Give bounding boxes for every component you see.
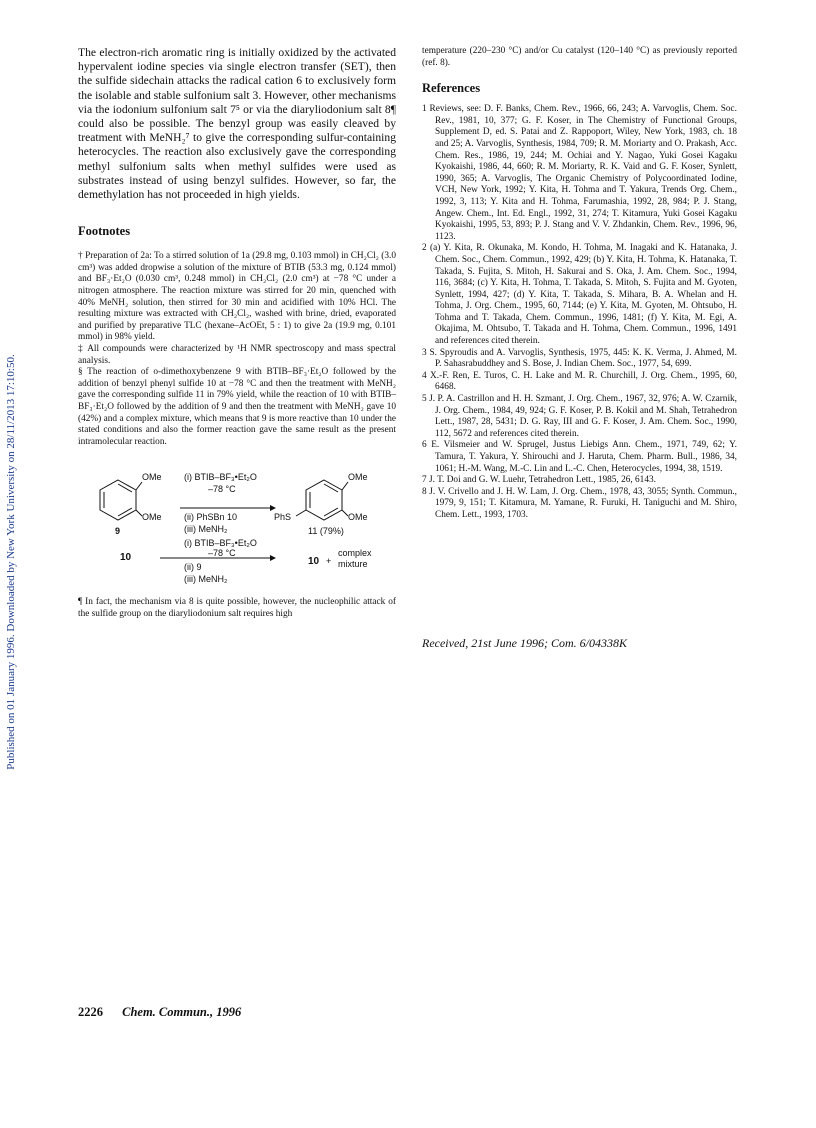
footnote-3: § The reaction of o-dimethoxybenzene 9 with BTIB–BF₃·Et₂O followed by the addition of benzyl phenyl sulfide 10 at −78 °C and then the treatment with MeNH₂ gave the corresponding sulfide 11 in 79% yield, while the reaction of 10 with BTIB–BF₃·Et₂O followed by the addition of 9 and then the treatment with MeNH₂ gave 10 (42%) and a complex mixture, which means that 9 is more reactive than 10 under the stated conditions and also the former reaction gave the same result as the present intramolecular reaction. (78, 367, 396, 447)
footnote-continuation: temperature (220–230 °C) and/or Cu catalyst (120–140 °C) as previously reported (ref. 8). (422, 46, 737, 68)
compound-10-product: 10 (308, 556, 320, 567)
footnotes-heading: Footnotes (78, 224, 131, 239)
reference-item: 5 J. P. A. Castrillon and H. H. Szmant, J. Org. Chem., 1967, 32, 976; A. W. Czarnik, J. Org. Chem., 1984, 49, 924; G. F. Koser, P. B. Kokil and M. Shah, Tetrahedron Lett., 1987, 28, 5431; D. G. Ray, III and G. F. Koser, J. Am. Chem. Soc., 1990, 112, 5672 and references cited therein. (422, 394, 737, 439)
reagent-label: (i) BTIB–BF₃•Et₂O (184, 472, 257, 482)
ome-label: OMe (142, 472, 162, 482)
ome-label: OMe (142, 512, 162, 522)
temperature-label: –78 °C (208, 548, 236, 558)
plus-sign: + (326, 556, 332, 566)
mixture-label: mixture (338, 559, 368, 569)
reference-item: 1 Reviews, see: D. F. Banks, Chem. Rev., 1966, 66, 243; A. Varvoglis, Chem. Soc. Rev., 1981, 10, 377; G. F. Koser, in The Chemistry of Functional Groups, Supplement D, ed. S. Patai and Z. Rappoport, Wiley, New York, 1983, ch. 18 and 25; A. Varvoglis, Synthesis, 1984, 709; R. M. Moriarty and O. Prakash, Acc. Chem. Res., 1986, 19, 244; M. Ochiai and Y. Nagao, Yuki Gosei Kagaku Kyokaishi, 1986, 44, 660; R. M. Moriarty, R. K. Vaid and G. F. Koser, Synlett, 1990, 365; A. Varvoglis, The Organic Chemistry of Polycoordinated Iodine, VCH, New York, 1992; Y. Kita, H. Tohma and T. Yakura, Trends Org. Chem., 1992, 3, 113; Y. Kita and H. Tohma, Farumashia, 1992, 28, 984; P. J. Stang, Angew. Chem., Int. Ed. Engl., 1992, 31, 274; T. Kitamura, Yuki Gosei Kagaku Kyokaishi, 1995, 53, 893; P. J. Stang and V. V. Zhdankin, Chem. Rev., 1996, 96, 1123. (422, 104, 737, 242)
ome-label: OMe (348, 512, 368, 522)
left-column (78, 46, 396, 448)
reference-item: 6 E. Vilsmeier and W. Sprugel, Justus Liebigs Ann. Chem., 1971, 749, 62; Y. Tamura, T. Yakura, Y. Shirouchi and J. Haruta, Chem. Pharm. Bull., 1986, 34, 1061; H.-M. Wang, M.-C. Lin and L.-C. Chen, Heterocycles, 1994, 38, 1519. (422, 440, 737, 474)
temperature-label: –78 °C (208, 484, 236, 494)
page-number: 2226 (78, 1005, 103, 1019)
received-line: Received, 21st June 1996; Com. 6/04338K (422, 636, 627, 650)
reagent-label: (iii) MeNH₂ (184, 574, 228, 584)
phs-label: PhS (274, 512, 292, 522)
page-footer (78, 1005, 241, 1020)
reference-item: 2 (a) Y. Kita, R. Okunaka, M. Kondo, H. Tohma, M. Inagaki and K. Hatanaka, J. Chem. Soc., Chem. Commun., 1992, 429; (b) Y. Kita, H. Tohma, K. Hatanaka, T. Takada, S. Fujita, S. Mitoh, H. Sakurai and S. Oka, J. Am. Chem. Soc., 1994, 116, 3684; (c) Y. Kita, H. Tohma, T. Takada, S. Mitoh, S. Fujita and M. Gyoten, Synlett, 1994, 427; (d) Y. Kita, T. Takada, S. Mihara, B. A. Whelan and H. Tohma, J. Org. Chem., 1995, 60, 7144; (e) Y. Kita, M. Gyoten, M. Ohtsubo, H. Tohma and T. Takada, Chem. Commun., 1996, 1481; (f) Y. Kita, M. Egi, A. Okajima, M. Ohtsubo, T. Takada and H. Tohma, Chem. Commun., 1996, 1491 and references cited therein. (422, 243, 737, 347)
footnote-2: ‡ All compounds were characterized by ¹H NMR spectroscopy and mass spectral analysis. (78, 343, 396, 366)
publication-download-notice: Published on 01 January 1996. Downloaded by New York University on 28/11/2013 17:10:50. (5, 354, 17, 770)
reference-item: 8 J. V. Crivello and J. H. W. Lam, J. Org. Chem., 1978, 43, 3055; Synth. Commun., 1979, 9, 151; T. Kitamura, M. Yamane, R. Furuki, H. Taniguchi and M. Shiro, Chem. Lett., 1993, 1703. (422, 486, 737, 520)
compound-11-label: 11 (79%) (308, 526, 344, 536)
right-column (422, 46, 737, 522)
reagent-label: (ii) 9 (184, 562, 202, 572)
reagent-label: (iii) MeNH₂ (184, 524, 228, 534)
ome-label: OMe (348, 472, 368, 482)
compound-9-label: 9 (115, 526, 121, 536)
reference-item: 4 X.-F. Ren, E. Turos, C. H. Lake and M. R. Churchill, J. Org. Chem., 1995, 60, 6468. (422, 370, 737, 393)
footnote-4: ¶ In fact, the mechanism via 8 is quite possible, however, the nucleophilic attack of the sulfide group on the diaryliodonium salt requires high (78, 597, 396, 619)
footnote-1: † Preparation of 2a: To a stirred solution of 1a (29.8 mg, 0.103 mmol) in CH₂Cl₂ (3.0 cm³) was added dropwise a solution of the mixture of BTIB (53.3 mg, 0.124 mmol) and BF₃·Et₂O (0.030 cm³, 0.248 mmol) in CH₂Cl₂ (2.0 cm³) at −78 °C under a nitrogen atmosphere. The reaction mixture was stirred for 20 min, quenched with 40% MeNH₂ solution, then stirred for 30 min and acidified with 10% HCl. The resulting mixture was extracted with CH₂Cl₂, washed with brine, dried, evaporated and purified by preparative TLC (hexane–AcOEt, 5 : 1) to give 2a (19.9 mg, 0.101 mmol) in 98% yield. (78, 251, 396, 343)
reagent-label: (ii) PhSBn 10 (184, 512, 238, 522)
compound-10-label: 10 (120, 552, 132, 563)
reagent-label: (i) BTIB–BF₃•Et₂O (184, 538, 257, 548)
complex-label: complex (338, 548, 372, 558)
journal-name: Chem. Commun., 1996 (122, 1005, 242, 1019)
reference-item: 3 S. Spyroudis and A. Varvoglis, Synthesis, 1975, 445: K. K. Verma, J. Ahmed, M. P. Sahasrabuddhey and S. Bose, J. Indian Chem. Soc., 1977, 54, 699. (422, 347, 737, 370)
body-paragraph: The electron-rich aromatic ring is initially oxidized by the activated hypervalent iodine species via single electron transfer (SET), then the sulfide sidechain attacks the radical cation 6 to exclusively form the isolable and stable sulfonium salt 3. However, other mechanisms via the iodonium sulfonium salt 7⁵ or via the diaryliodonium salt 8¶ could also be possible. The benzyl group was easily cleaved by treatment with MeNH₂⁷ to give the corresponding sulfur-containing heterocycles. The reaction also exclusively gave the corresponding methyl sulfonium salts when methyl sulfides were used as substrates instead of using benzyl sulfides. However, so far, the demethylation has not proceeded in high yields. (78, 46, 396, 202)
benzene-ring-9 (100, 480, 136, 520)
benzene-ring-11 (306, 480, 342, 520)
references-heading: References (422, 81, 481, 96)
reference-item: 7 J. T. Doi and G. W. Luehr, Tetrahedron Lett., 1985, 26, 6143. (422, 475, 656, 486)
